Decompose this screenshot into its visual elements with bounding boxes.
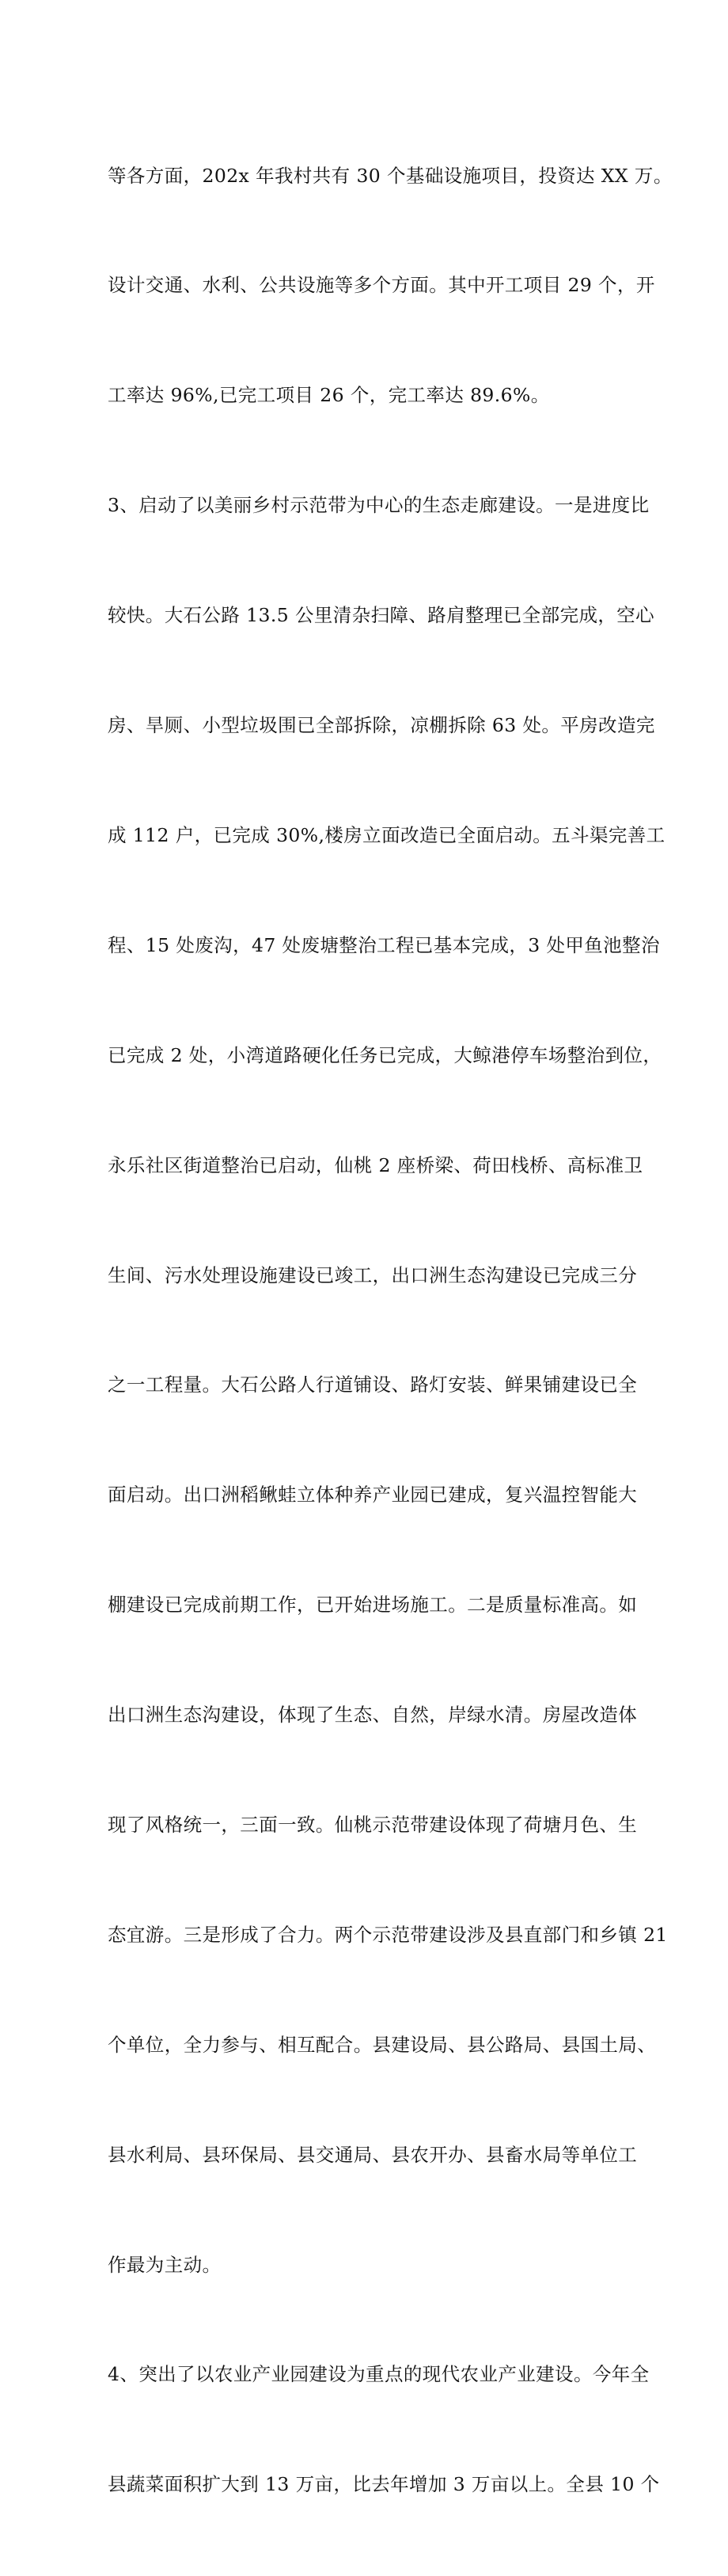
text-line: 4、突出了以农业产业园建设为重点的现代农业产业建设。今年全 (108, 2363, 650, 2386)
text-line: 作最为主动。 (108, 2253, 222, 2276)
text-line: 设计交通、水利、公共设施等多个方面。其中开工项目 29 个，开 (108, 274, 655, 297)
text-line: 较快。大石公路 13.5 公里清杂扫障、路肩整理已全部完成，空心 (108, 604, 655, 627)
text-line: 房、旱厕、小型垃圾围已全部拆除，凉棚拆除 63 处。平房改造完 (108, 714, 655, 737)
text-line: 已完成 2 处，小湾道路硬化任务已完成，大鲸港停车场整治到位， (108, 1043, 662, 1066)
text-line: 永乐社区街道整治已启动，仙桃 2 座桥梁、荷田栈桥、高标准卫 (108, 1153, 643, 1176)
text-line: 等各方面，202x 年我村共有 30 个基础设施项目，投资达 XX 万。 (108, 164, 673, 187)
text-line: 县蔬菜面积扩大到 13 万亩，比去年增加 3 万亩以上。全县 10 个 (108, 2473, 660, 2496)
text-line: 棚建设已完成前期工作，已开始进场施工。二是质量标准高。如 (108, 1594, 638, 1617)
text-line: 现了风格统一，三面一致。仙桃示范带建设体现了荷塘月色、生 (108, 1813, 638, 1836)
document-body (108, 84, 673, 2576)
text-line: 生间、污水处理设施建设已竣工，出口洲生态沟建设已完成三分 (108, 1263, 638, 1286)
text-line: 成 112 户，已完成 30%,楼房立面改造已全面启动。五斗渠完善工 (108, 823, 665, 846)
text-line: 个单位，全力参与、相互配合。县建设局、县公路局、县国土局、 (108, 2033, 657, 2056)
text-line: 出口洲生态沟建设，体现了生态、自然，岸绿水清。房屋改造体 (108, 1704, 638, 1727)
text-line: 面启动。出口洲稻鳅蛙立体种养产业园已建成，复兴温控智能大 (108, 1484, 638, 1506)
text-line: 程、15 处废沟，47 处废塘整治工程已基本完成，3 处甲鱼池整治 (108, 933, 660, 956)
text-line: 县水利局、县环保局、县交通局、县农开办、县畜水局等单位工 (108, 2143, 638, 2166)
text-line: 工率达 96%,已完工项目 26 个，完工率达 89.6%。 (108, 384, 550, 407)
text-line: 3、启动了以美丽乡村示范带为中心的生态走廊建设。一是进度比 (108, 494, 650, 517)
text-line: 之一工程量。大石公路人行道铺设、路灯安装、鲜果铺建设已全 (108, 1373, 638, 1396)
text-line: 态宜游。三是形成了合力。两个示范带建设涉及县直部门和乡镇 21 (108, 1923, 668, 1946)
